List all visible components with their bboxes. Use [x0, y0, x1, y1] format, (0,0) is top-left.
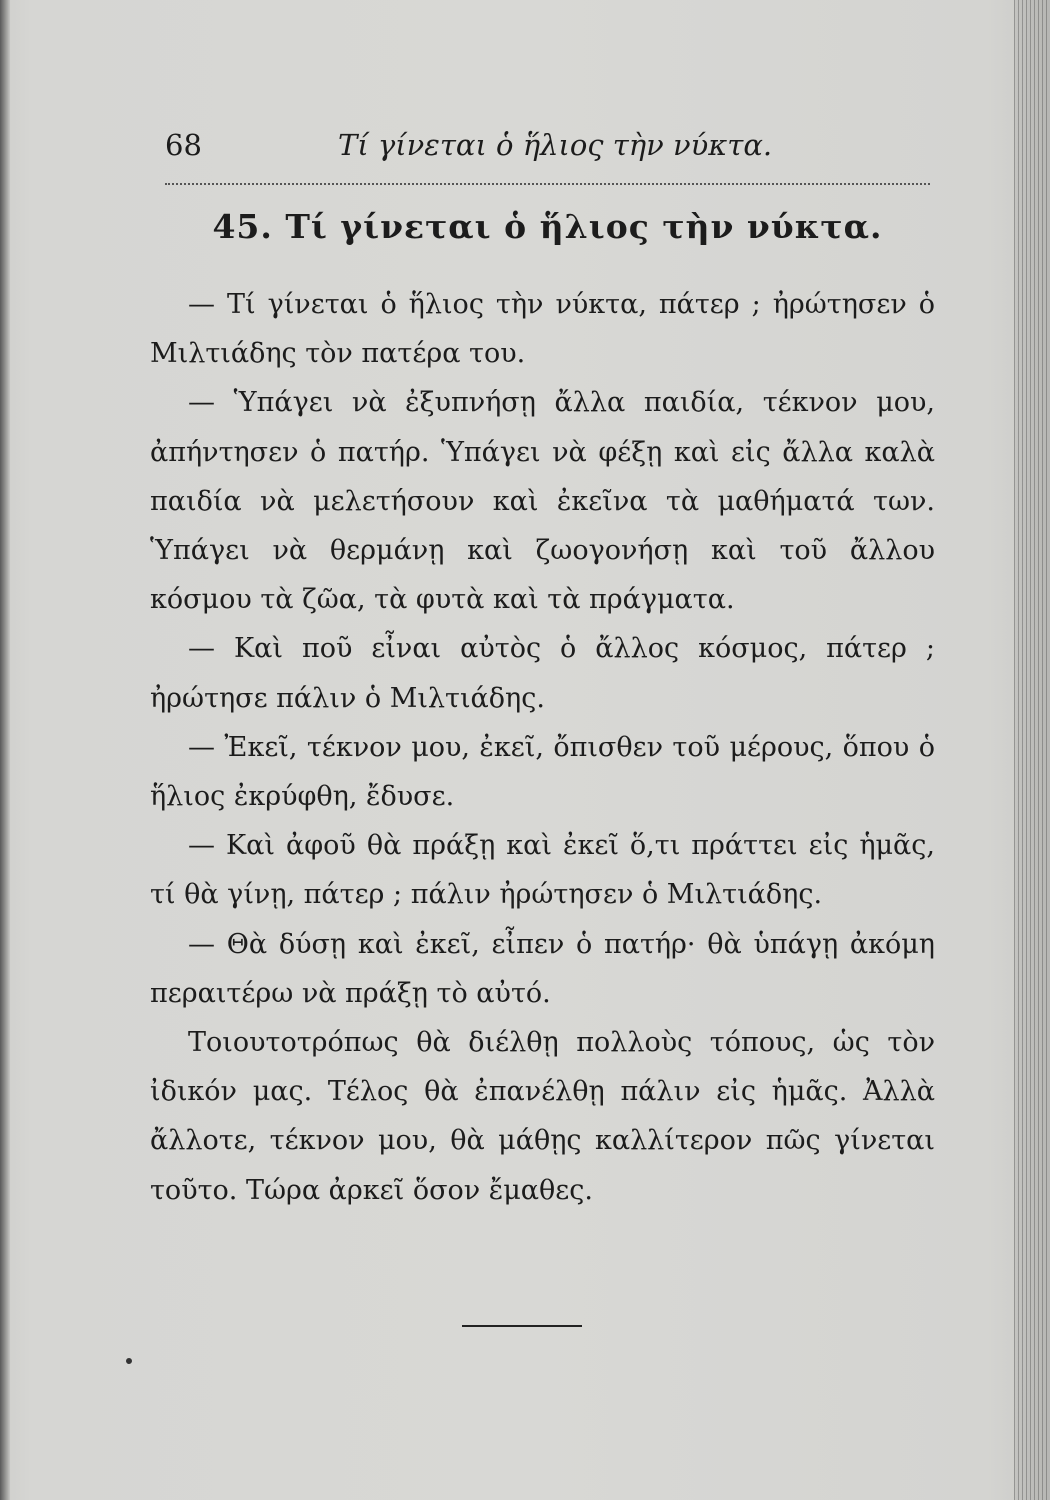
- running-title: Τί γίνεται ὁ ἥλιος τὴν νύκτα.: [338, 128, 773, 162]
- binding-shadow: [0, 0, 10, 1500]
- running-head: [165, 128, 940, 168]
- paragraph: — Θὰ δύσῃ καὶ ἐκεῖ, εἶπεν ὁ πατήρ· θὰ ὑπάγῃ ἀκόμη περαιτέρω νὰ πράξῃ τὸ αὐτό.: [150, 928, 935, 1009]
- paragraph: — Ὑπάγει νὰ ἐξυπνήσῃ ἄλλα παιδία, τέκνον μου, ἀπήντησεν ὁ πατήρ. Ὑπάγει νὰ φέξῃ καὶ εἰς ἄλλα καλὰ παιδία νὰ μελετήσουν καὶ ἐκεῖνα τὰ μαθήματά των. Ὑπάγει νὰ θερμάνῃ καὶ ζωογονήσῃ καὶ τοῦ ἄλλου κόσμου τὰ ζῶα, τὰ φυτὰ καὶ τὰ πράγματα.: [150, 387, 935, 616]
- paragraph: — Καὶ ποῦ εἶναι αὐτὸς ὁ ἄλλος κόσμος, πάτερ ; ἠρώτησε πάλιν ὁ Μιλτιάδης.: [150, 633, 935, 714]
- body-text: [150, 280, 935, 1215]
- header-rule: [165, 183, 930, 185]
- paragraph: Τοιουτοτρόπως θὰ διέλθῃ πολλοὺς τόπους, ὡς τὸν ἰδικόν μας. Τέλος θὰ ἐπανέλθῃ πάλιν εἰς ἡμᾶς. Ἀλλὰ ἄλλοτε, τέκνον μου, θὰ μάθῃς καλλίτερον πῶς γίνεται τοῦτο. Τώρα ἀρκεῖ ὅσον ἔμαθες.: [150, 1027, 935, 1206]
- paragraph: — Τί γίνεται ὁ ἥλιος τὴν νύκτα, πάτερ ; ἠρώτησεν ὁ Μιλτιάδης τὸν πατέρα του.: [150, 289, 935, 370]
- paragraph: — Ἐκεῖ, τέκνον μου, ἐκεῖ, ὄπισθεν τοῦ μέρους, ὅπου ὁ ἥλιος ἐκρύφθη, ἔδυσε.: [150, 731, 935, 813]
- chapter-heading: 45. Τί γίνεται ὁ ἥλιος τὴν νύκτα.: [212, 207, 883, 246]
- page-edge: [1014, 0, 1050, 1500]
- page-number: 68: [165, 128, 202, 162]
- end-rule: [462, 1325, 582, 1327]
- ink-spot: [126, 1358, 132, 1364]
- paragraph: — Καὶ ἀφοῦ θὰ πράξῃ καὶ ἐκεῖ ὅ,τι πράττει εἰς ἡμᾶς, τί θὰ γίνῃ, πάτερ ; πάλιν ἠρώτησεν ὁ Μιλτιάδης.: [150, 830, 935, 911]
